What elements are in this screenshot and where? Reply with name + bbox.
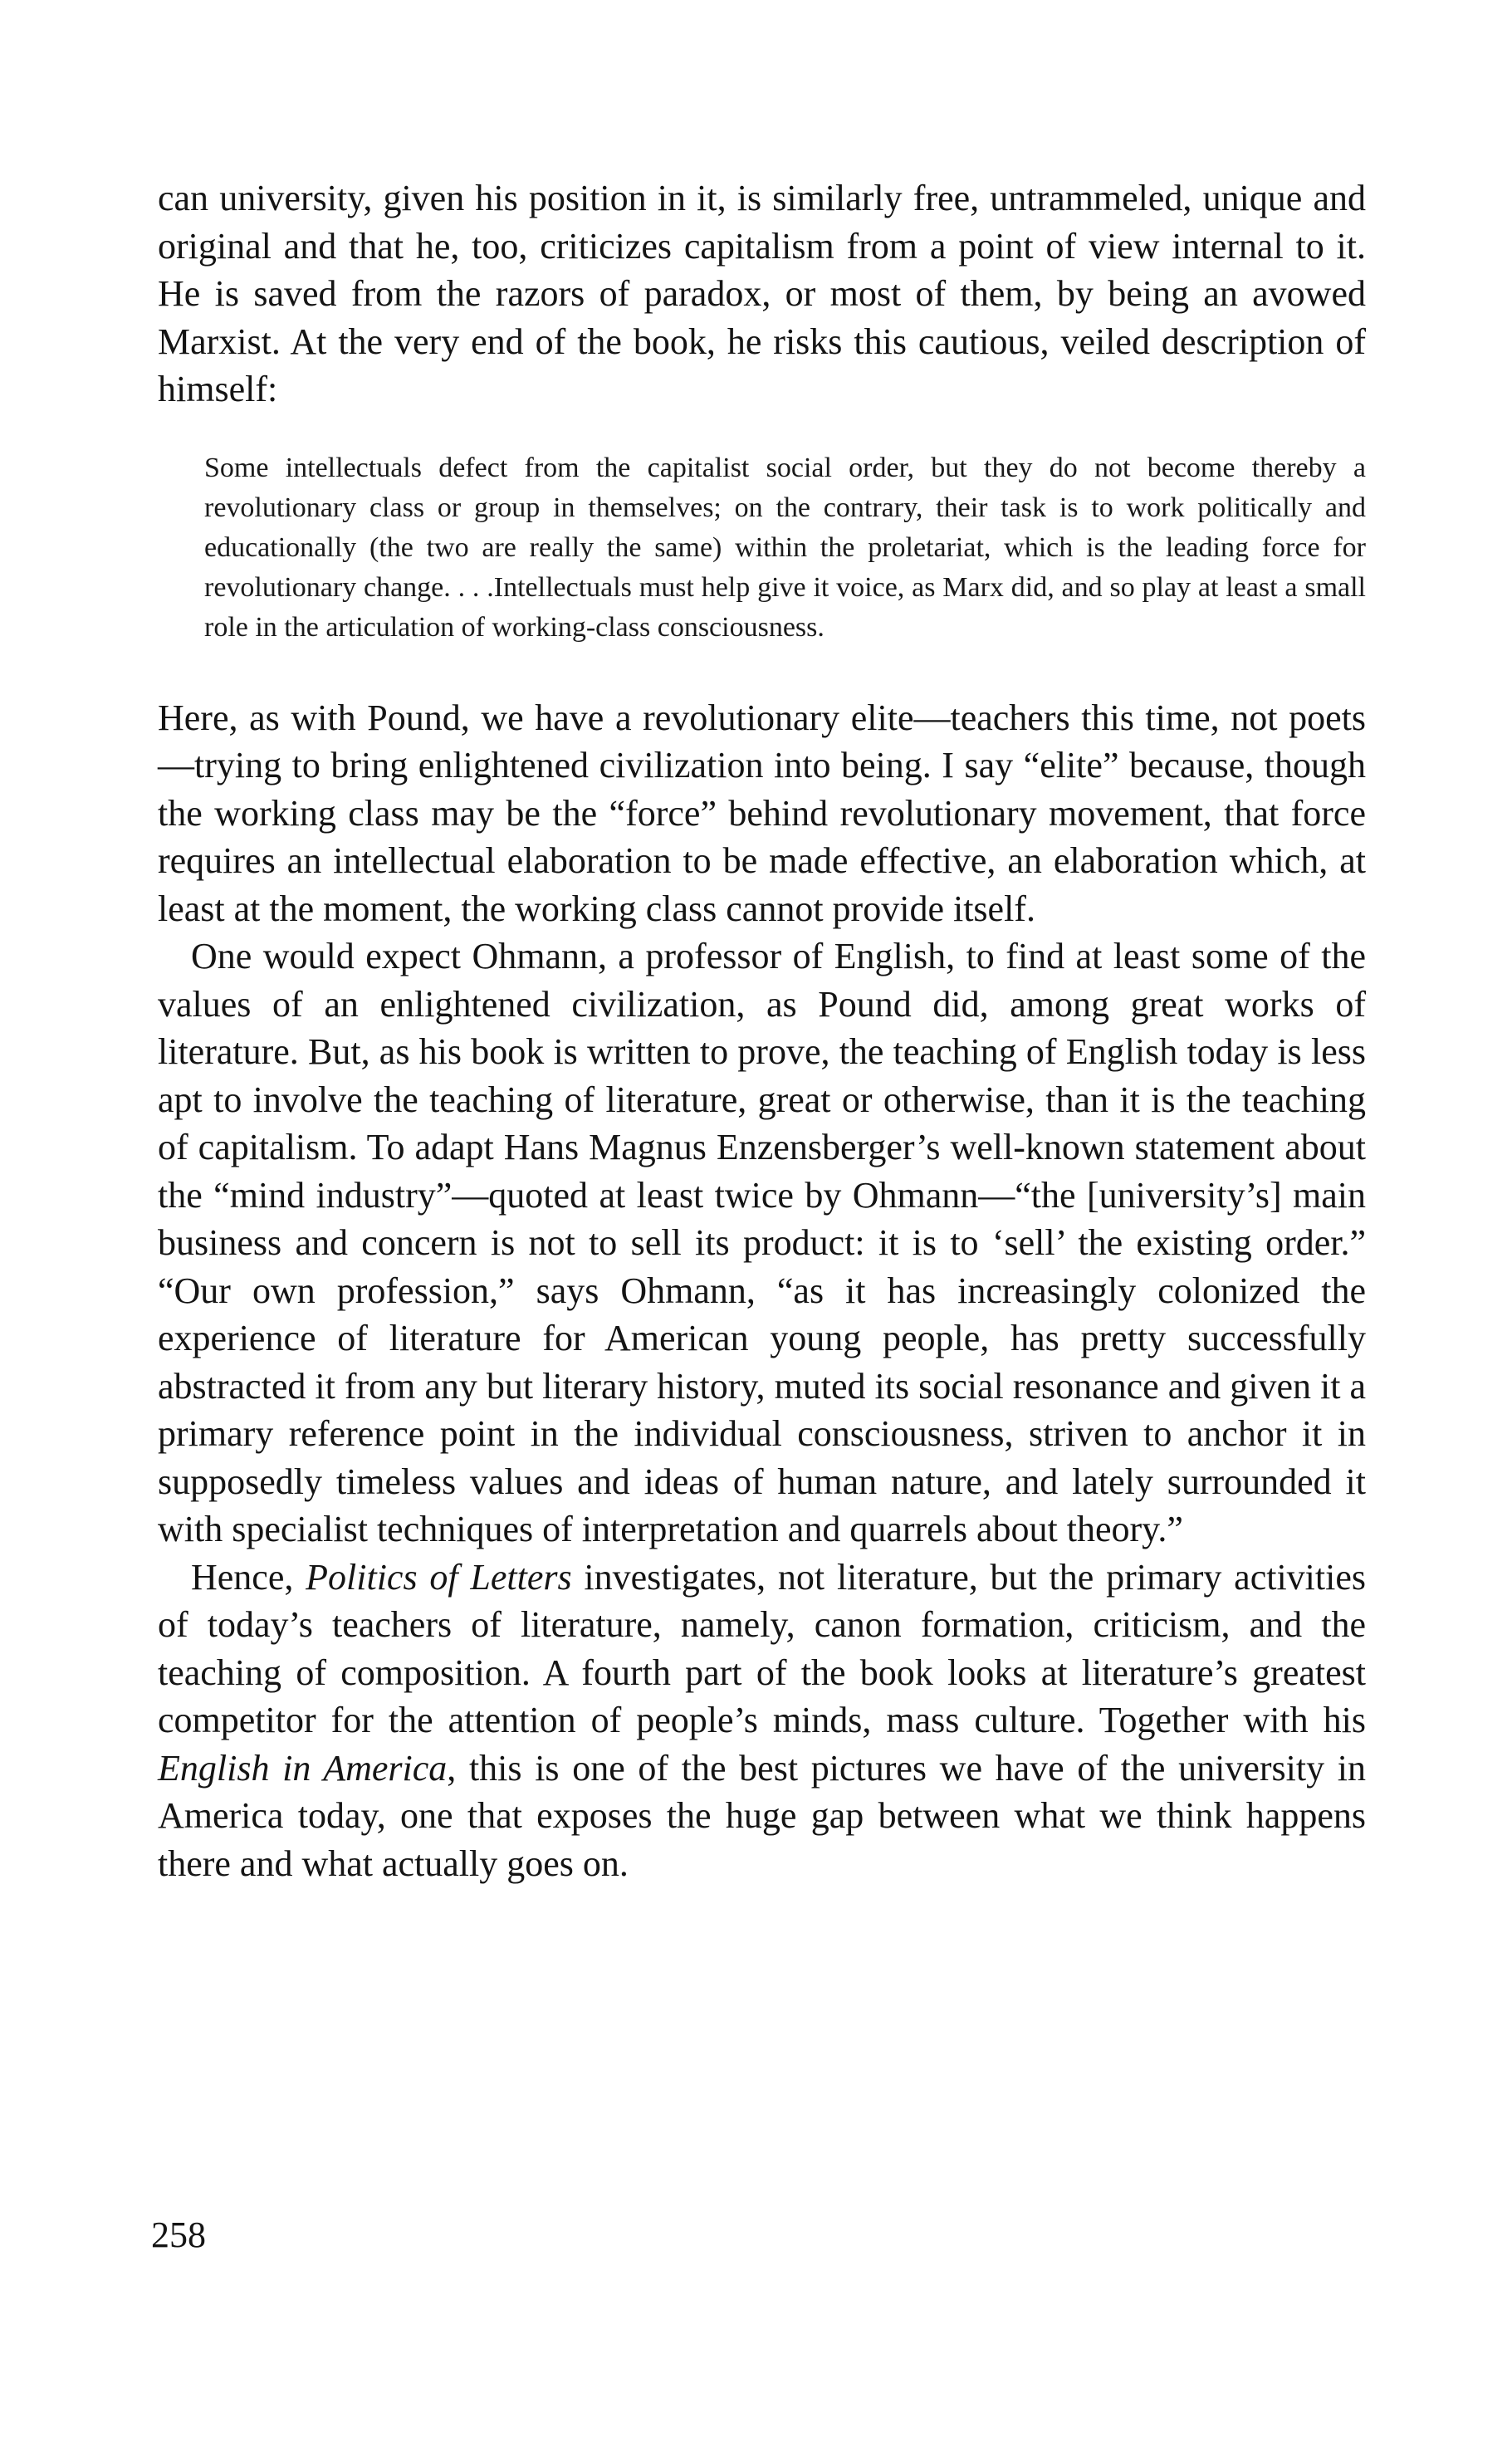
page-number: 258 xyxy=(151,2214,206,2255)
book-title-english-in-america: English in America xyxy=(158,1747,448,1789)
paragraph-lead-text: Hence, xyxy=(191,1556,306,1598)
block-quote: Some intellectuals defect from the capitalist social order, but they do not become thereby a revolutionary class or group in themselves; on the contrary, their task is to work politically and educationally (the two are really the same) within the proletariat, which is the leading force for revolutionary change. . . .Intellectuals must help give it voice, as Marx did, and so play at least a small role in the articulation of working-class consciousness. xyxy=(204,452,1366,643)
paragraph-middle-text: investigates, not literature, but the primary activities of today’s teachers of literature, namely, canon formation, criticism, and the teaching of composition. A fourth part of the book looks at literature’s greatest competitor for the attention of people’s minds, mass culture. Together with his xyxy=(158,1556,1366,1740)
book-title-politics-of-letters: Politics of Letters xyxy=(306,1556,572,1598)
paragraph-ohmann: One would expect Ohmann, a professor of English, to find at least some of the values of an enlightened civilization, as Pound did, among great works of literature. But, as his book is written to prove, the teaching of English today is less apt to involve the teaching of literature, great or otherwise, than it is the teaching of capitalism. To adapt Hans Magnus Enzensberger’s well-known statement about the “mind industry”—quoted at least twice by Ohmann—“the [university’s] main business and concern is not to sell its product: it is to ‘sell’ the existing order.” “Our own profession,” says Ohmann, “as it has increasingly colonized the experience of literature for American young people, has pretty successfully abstracted it from any but literary history, muted its social resonance and given it a primary reference point in the individual consciousness, striven to anchor it in supposedly timeless values and ideas of human nature, and lately surrounded it with specialist techniques of interpretation and quarrels about theory.” xyxy=(158,936,1366,1549)
paragraph-tail-text: , this is one of the best pictures we have of the university in America today, one that exposes the huge gap between what we think happens there and what actually goes on. xyxy=(158,1747,1366,1884)
paragraph-continued: can university, given his position in it, is similarly free, untrammeled, unique and original and that he, too, criticizes capitalism from a point of view internal to it. He is saved from the razors of paradox, or most of them, by being an avowed Marxist. At the very end of the book, he risks this cautious, veiled description of himself: xyxy=(158,178,1366,409)
paragraph-elite: Here, as with Pound, we have a revolutionary elite—teachers this time, not poets—trying to bring enlightened civilization into being. I say “elite” because, though the working class may be the “force” behind revolutionary movement, that force requires an intellectual elaboration to be made effective, an elaboration which, at least at the moment, the working class cannot provide itself. xyxy=(158,697,1366,929)
paragraph-politics-of-letters xyxy=(158,1554,1366,1888)
page-body xyxy=(158,174,1366,1887)
